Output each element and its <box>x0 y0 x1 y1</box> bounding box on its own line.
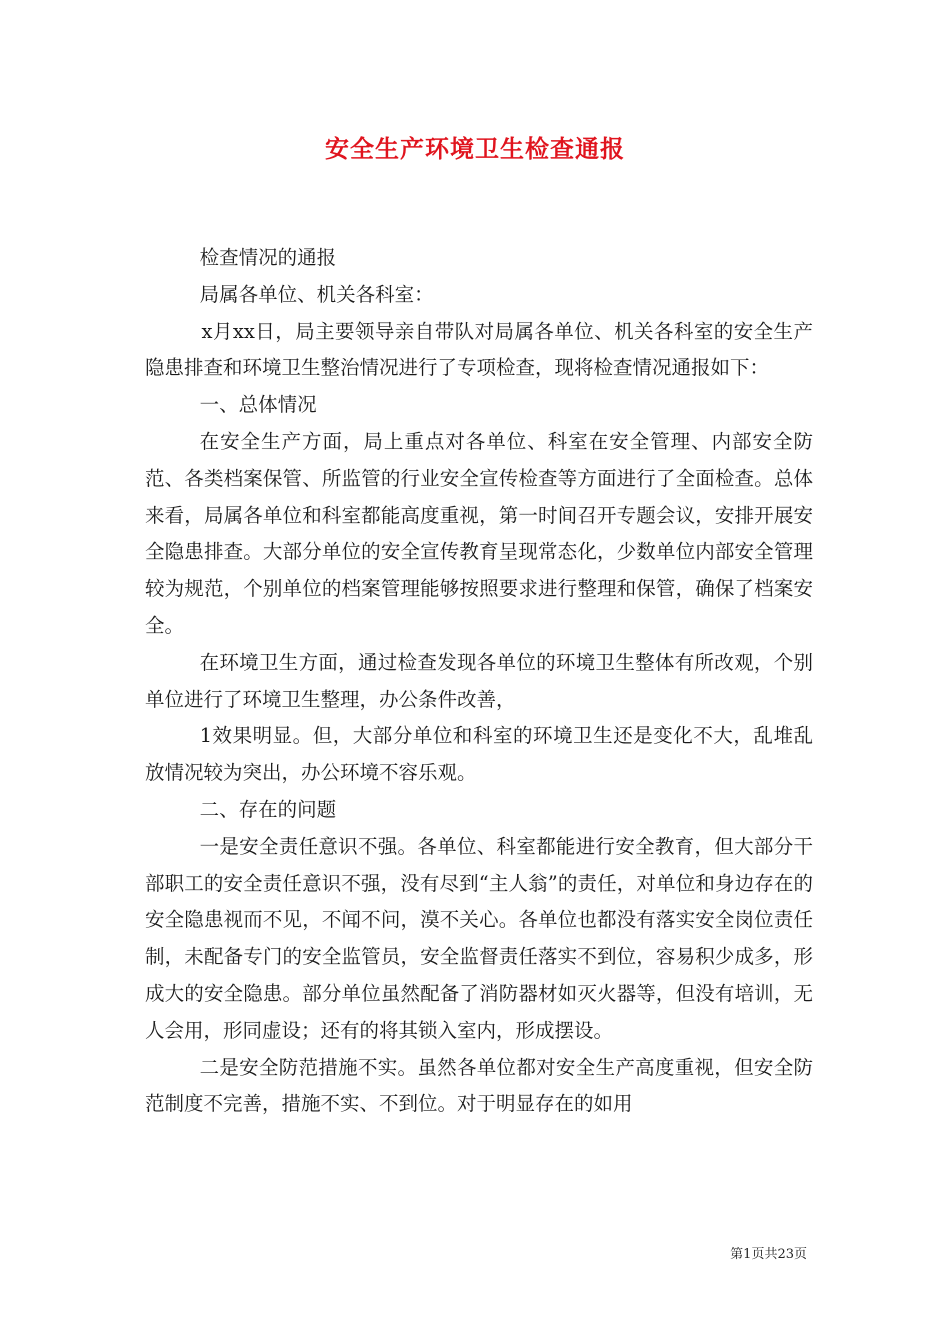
paragraph-heading-notice: 检查情况的通报 <box>199 246 337 269</box>
document-title: 安全生产环境卫生检查通报 <box>325 134 625 163</box>
page-number: 第1页共23页 <box>730 1247 807 1262</box>
paragraph-environment: 在环境卫生方面，通过检查发现各单位的环境卫生整体有所改观，个别单位进行了环境卫生整理，办公条件改善， <box>145 650 813 711</box>
paragraph-problem-one: 一是安全责任意识不强。各单位、科室都能进行安全教育，但大部分干部职工的安全责任意识不强，没有尽到“主人翁”的责任，对单位和身边存在的安全隐患视而不见，不闻不问，漠不关心。各单位也都没有落实安全岗位责任制，未配备专门的安全监管员，安全监督责任落实不到位，容易积少成多，形成大的安全隐患。部分单位虽然配备了消防器材如灭火器等，但没有培训，无人会用，形同虚设；还有的将其锁入室内，形成摆设。 <box>145 834 813 1042</box>
paragraph-environment-cont: 1效果明显。但，大部分单位和科室的环境卫生还是变化不大，乱堆乱放情况较为突出，办公环境不容乐观。 <box>145 724 813 785</box>
document-body <box>145 240 813 1123</box>
section-heading-overall: 一、总体情况 <box>199 393 317 417</box>
section-heading-problems: 二、存在的问题 <box>199 797 337 821</box>
paragraph-salutation: 局属各单位、机关各科室： <box>199 282 434 306</box>
paragraph-problem-two: 二是安全防范措施不实。虽然各单位都对安全生产高度重视，但安全防范制度不完善，措施不实、不到位。对于明显存在的如用 <box>145 1055 813 1116</box>
paragraph-safety-production: 在安全生产方面，局上重点对各单位、科室在安全管理、内部安全防范、各类档案保管、所监管的行业安全宣传检查等方面进行了全面检查。总体来看，局属各单位和科室都能高度重视，第一时间召开专题会议，安排开展安全隐患排查。大部分单位的安全宣传教育呈现常态化，少数单位内部安全管理较为规范，个别单位的档案管理能够按照要求进行整理和保管，确保了档案安全。 <box>145 429 813 637</box>
paragraph-intro: x月xx日，局主要领导亲自带队对局属各单位、机关各科室的安全生产隐患排查和环境卫生整治情况进行了专项检查，现将检查情况通报如下： <box>145 319 813 380</box>
